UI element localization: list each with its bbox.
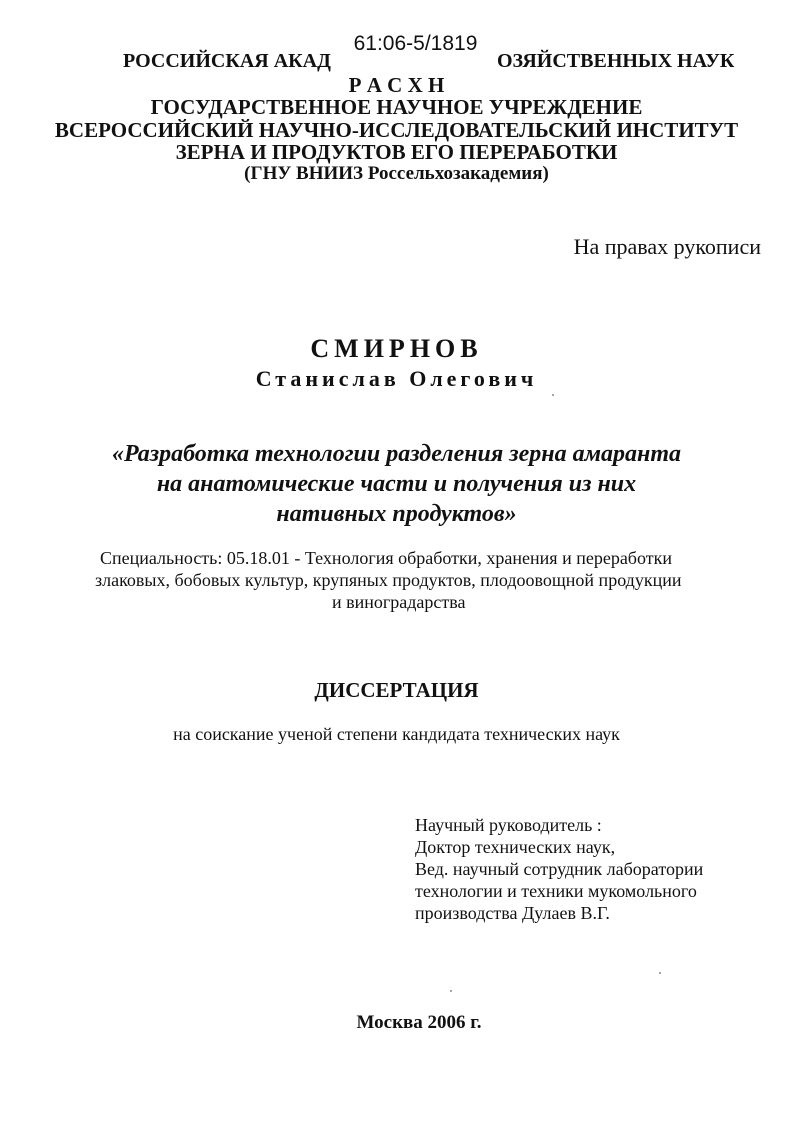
scan-speck bbox=[659, 972, 661, 974]
academy-name-right: ОЗЯЙСТВЕННЫХ НАУК bbox=[497, 50, 735, 72]
supervisor-heading: Научный руководитель : bbox=[415, 815, 602, 835]
document-type: ДИССЕРТАЦИЯ bbox=[314, 678, 479, 702]
institution-line-2: ВСЕРОССИЙСКИЙ НАУЧНО-ИССЛЕДОВАТЕЛЬСКИЙ ИНСТИТУТ bbox=[54, 118, 739, 142]
specialty-line-3: и виноградарства bbox=[332, 592, 466, 612]
supervisor-lab: технологии и техники мукомольного bbox=[415, 881, 697, 901]
scan-speck bbox=[450, 990, 452, 992]
institution-line-4: (ГНУ ВНИИЗ Россельхозакадемия) bbox=[244, 163, 549, 184]
manuscript-note: На правах рукописи bbox=[573, 234, 761, 259]
city-year: Москва 2006 г. bbox=[356, 1012, 482, 1033]
specialty-line-1: Специальность: 05.18.01 - Технология обработки, хранения и переработки bbox=[100, 548, 672, 568]
thesis-title-line-1: «Разработка технологии разделения зерна амаранта bbox=[111, 441, 682, 467]
author-given-names: Станислав Олегович bbox=[255, 366, 538, 391]
thesis-title-line-3: нативных продуктов» bbox=[276, 501, 517, 527]
degree-statement: на соискание ученой степени кандидата технических наук bbox=[173, 724, 620, 744]
institution-line-1: ГОСУДАРСТВЕННОЕ НАУЧНОЕ УЧРЕЖДЕНИЕ bbox=[150, 95, 643, 119]
thesis-title-line-2: на анатомические части и получения из них bbox=[156, 471, 637, 497]
academy-name-left: РОССИЙСКАЯ АКАД bbox=[123, 50, 331, 72]
academy-abbreviation: Р А С Х Н bbox=[348, 73, 445, 97]
author-surname: СМИРНОВ bbox=[310, 334, 483, 363]
specialty-line-2: злаковых, бобовых культур, крупяных продуктов, плодоовощной продукции bbox=[95, 570, 682, 590]
supervisor-degree: Доктор технических наук, bbox=[415, 837, 616, 857]
supervisor-position: Вед. научный сотрудник лаборатории bbox=[415, 859, 704, 879]
supervisor-name: производства Дулаев В.Г. bbox=[415, 903, 610, 923]
scan-speck bbox=[552, 394, 554, 396]
institution-line-3: ЗЕРНА И ПРОДУКТОВ ЕГО ПЕРЕРАБОТКИ bbox=[175, 140, 618, 164]
archive-stamp: 61:06-5/1819 bbox=[348, 26, 483, 68]
